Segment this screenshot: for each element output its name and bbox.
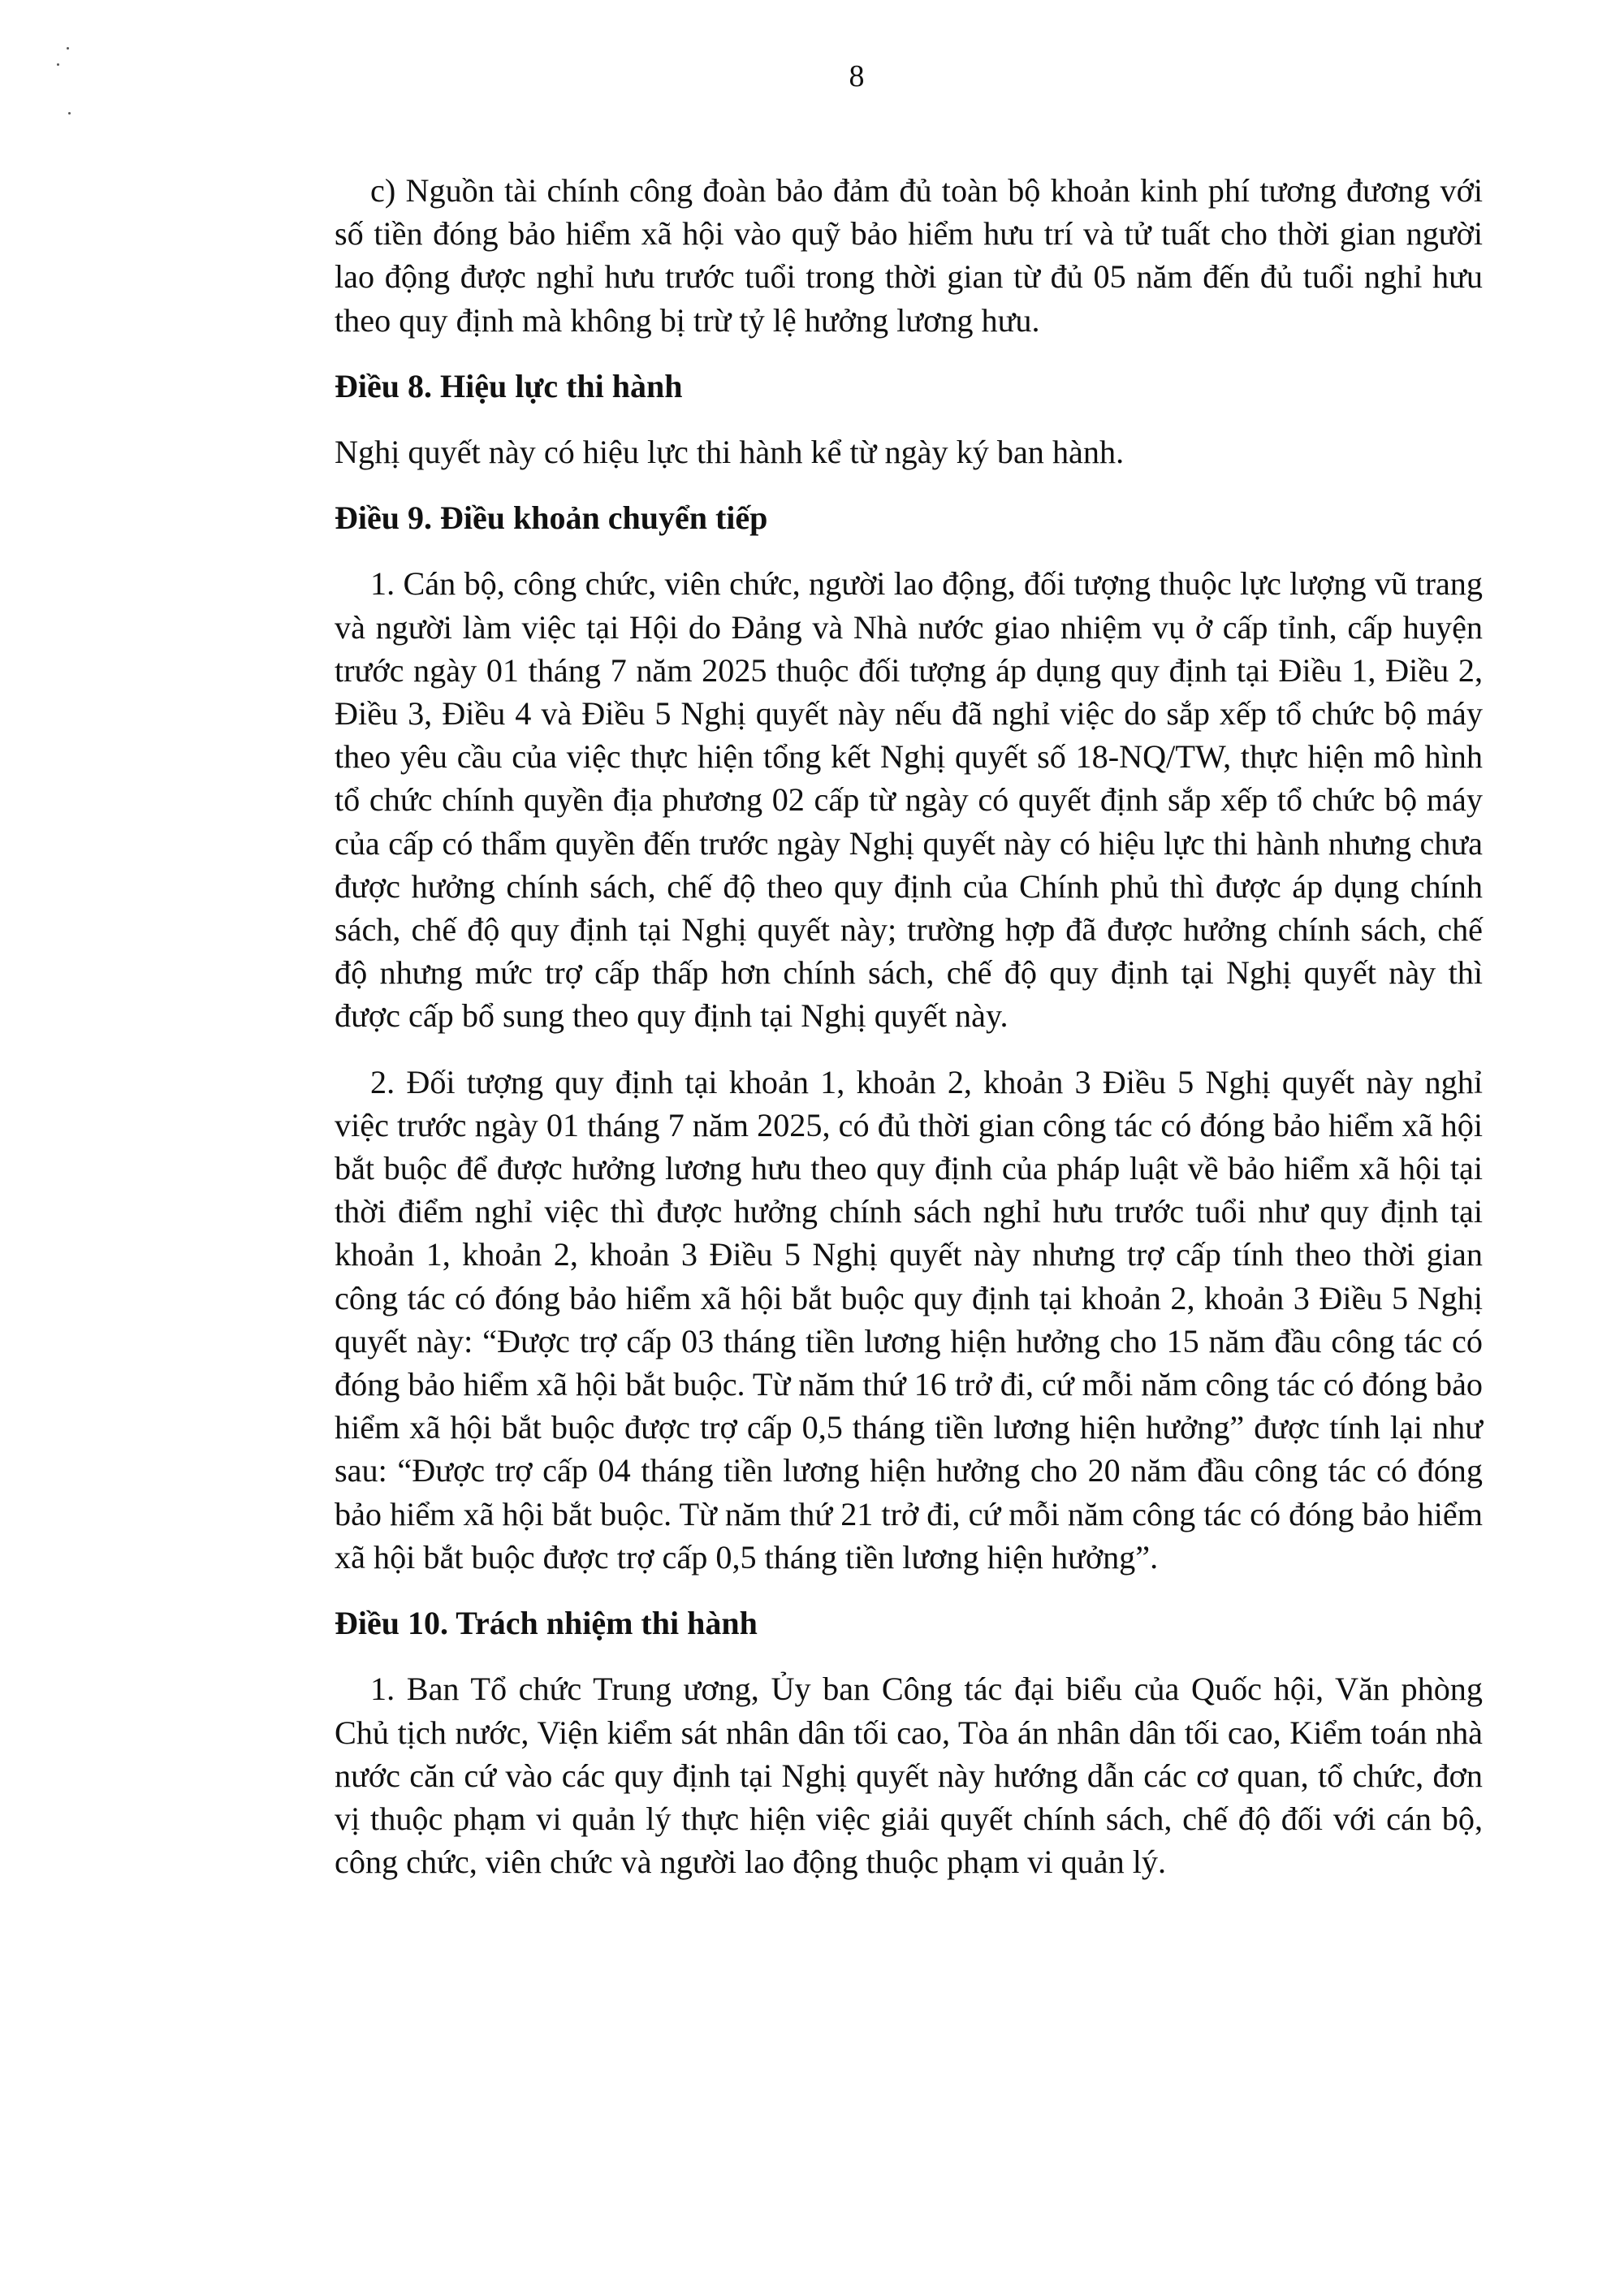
document-body — [335, 169, 1483, 1906]
paragraph-effectiveness: Nghị quyết này có hiệu lực thi hành kể từ ngày ký ban hành. — [335, 434, 1125, 471]
paragraph-transition-2: 2. Đối tượng quy định tại khoản 1, khoản 2, khoản 3 Điều 5 Nghị quyết này nghỉ việc trước ngày 01 tháng 7 năm 2025, có đủ thời gian công tác có đóng bảo hiểm xã hội bắt buộc để được hưởng lương hưu theo quy định của pháp luật về bảo hiểm xã hội tại thời điểm nghỉ việc thì được hưởng chính sách nghỉ hưu trước tuổi như quy định tại khoản 1, khoản 2, khoản 3 Điều 5 Nghị quyết này nhưng trợ cấp tính theo thời gian công tác có đóng bảo hiểm xã hội bắt buộc quy định tại khoản 2, khoản 3 Điều 5 Nghị quyết này: “Được trợ cấp 03 tháng tiền lương hiện hưởng cho 15 năm đầu công tác có đóng bảo hiểm xã hội bắt buộc. Từ năm thứ 16 trở đi, cứ mỗi năm công tác có đóng bảo hiểm xã hội bắt buộc được trợ cấp 0,5 tháng tiền lương hiện hưởng” được tính lại như sau: “Được trợ cấp 04 tháng tiền lương hiện hưởng cho 20 năm đầu công tác có đóng bảo hiểm xã hội bắt buộc. Từ năm thứ 21 trở đi, cứ mỗi năm công tác có đóng bảo hiểm xã hội bắt buộc được trợ cấp 0,5 tháng tiền lương hiện hưởng”. — [335, 1063, 1483, 1576]
page-number: 8 — [849, 59, 865, 93]
scan-speck — [68, 112, 71, 115]
paragraph-responsibility-1: 1. Ban Tổ chức Trung ương, Ủy ban Công tác đại biểu của Quốc hội, Văn phòng Chủ tịch nước, Viện kiểm sát nhân dân tối cao, Tòa án nhân dân tối cao, Kiểm toán nhà nước căn cứ vào các quy định tại Nghị quyết này hướng dẫn các cơ quan, tổ chức, đơn vị thuộc phạm vi quản lý thực hiện việc giải quyết chính sách, chế độ đối với cán bộ, công chức, viên chức và người lao động thuộc phạm vi quản lý. — [335, 1671, 1483, 1881]
heading-article-9: Điều 9. Điều khoản chuyển tiếp — [335, 499, 768, 537]
heading-article-10: Điều 10. Trách nhiệm thi hành — [335, 1605, 758, 1642]
paragraph-clause-c: c) Nguồn tài chính công đoàn bảo đảm đủ toàn bộ khoản kinh phí tương đương với số tiền đóng bảo hiểm xã hội vào quỹ bảo hiểm hưu trí và tử tuất cho thời gian người lao động được nghỉ hưu trước tuổi trong thời gian từ đủ 05 năm đến đủ tuổi nghỉ hưu theo quy định mà không bị trừ tỷ lệ hưởng lương hưu. — [335, 172, 1483, 339]
heading-article-8: Điều 8. Hiệu lực thi hành — [335, 367, 683, 404]
scan-speck — [67, 47, 69, 50]
paragraph-transition-1: 1. Cán bộ, công chức, viên chức, người lao động, đối tượng thuộc lực lượng vũ trang và người làm việc tại Hội do Đảng và Nhà nước giao nhiệm vụ ở cấp tỉnh, cấp huyện trước ngày 01 tháng 7 năm 2025 thuộc đối tượng áp dụng quy định tại Điều 1, Điều 2, Điều 3, Điều 4 và Điều 5 Nghị quyết này nếu đã nghỉ việc do sắp xếp tổ chức bộ máy theo yêu cầu của việc thực hiện tổng kết Nghị quyết số 18-NQ/TW, thực hiện mô hình tổ chức chính quyền địa phương 02 cấp từ ngày có quyết định sắp xếp tổ chức bộ máy của cấp có thẩm quyền đến trước ngày Nghị quyết này có hiệu lực thi hành nhưng chưa được hưởng chính sách, chế độ theo quy định của Chính phủ thì được áp dụng chính sách, chế độ quy định tại Nghị quyết này; trường hợp đã được hưởng chính sách, chế độ nhưng mức trợ cấp thấp hơn chính sách, chế độ quy định tại Nghị quyết này thì được cấp bổ sung theo quy định tại Nghị quyết này. — [335, 565, 1483, 1035]
